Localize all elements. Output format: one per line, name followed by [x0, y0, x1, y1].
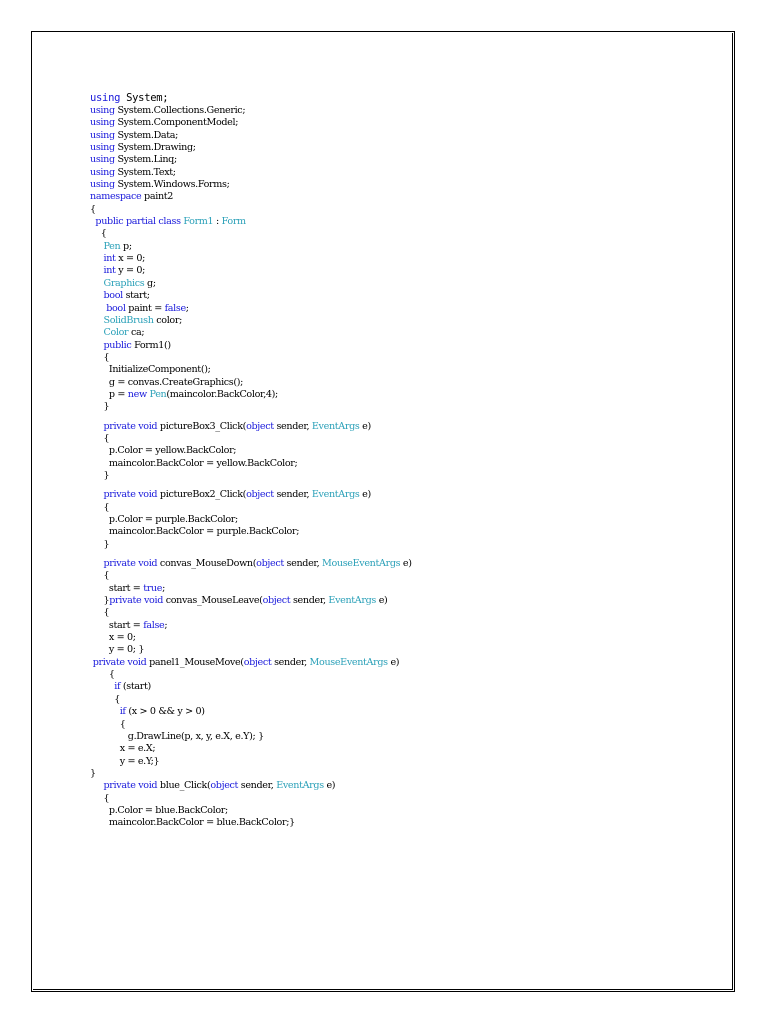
code-text: x = 0; [115, 253, 146, 265]
code-text [90, 706, 120, 717]
code-text: { [90, 718, 126, 730]
code-text: x = 0; [90, 632, 136, 644]
code-keyword: private void [103, 780, 158, 792]
code-keyword: private void [92, 656, 147, 668]
code-text: System.Text; [114, 166, 176, 178]
code-line [90, 445, 690, 457]
code-line [90, 669, 690, 681]
code-text: sender, [238, 780, 277, 792]
code-blank-line [90, 414, 690, 421]
code-text: start = [90, 619, 144, 631]
code-text: convas_MouseDown( [157, 558, 257, 570]
code-text: { [90, 693, 121, 705]
code-keyword: if [114, 681, 121, 693]
code-text: : [213, 216, 222, 228]
code-text: } [90, 767, 96, 779]
code-line [90, 489, 690, 501]
code-keyword: object [210, 780, 239, 792]
code-text: start = [90, 582, 144, 594]
code-text: InitializeComponent(); [90, 364, 211, 376]
code-text: panel1_MouseMove( [146, 656, 244, 668]
code-line [90, 793, 690, 805]
code-line [90, 364, 690, 376]
code-text: ; [162, 582, 165, 594]
code-keyword: bool [103, 290, 123, 302]
code-line [90, 817, 690, 829]
code-line [90, 154, 690, 166]
code-text: } [90, 401, 110, 413]
code-line [90, 756, 690, 768]
code-text: { [90, 607, 110, 619]
code-line [90, 241, 690, 253]
code-line [90, 583, 690, 595]
code-text: blue_Click( [157, 780, 211, 792]
code-keyword: private void [103, 558, 158, 570]
code-text: p; [120, 240, 132, 252]
code-line [90, 142, 690, 154]
code-type: MouseEventArgs [309, 656, 388, 668]
code-listing [90, 92, 690, 830]
code-text: start; [122, 290, 150, 302]
code-text: ca; [128, 327, 145, 339]
code-line [90, 558, 690, 570]
code-line [90, 657, 690, 669]
code-type: EventArgs [276, 780, 324, 792]
code-line [90, 433, 690, 445]
code-line [90, 632, 690, 644]
code-line [90, 706, 690, 718]
code-line [90, 92, 690, 105]
code-text: e) [400, 558, 412, 570]
code-type: EventArgs [311, 420, 360, 432]
code-line [90, 389, 690, 401]
code-text [90, 241, 104, 252]
code-keyword: if [119, 706, 126, 718]
code-text: System.Collections.Generic; [114, 105, 246, 116]
code-line [90, 204, 690, 216]
code-keyword: false [164, 302, 186, 314]
code-text: g.DrawLine(p, x, y, e.X, e.Y); } [90, 730, 264, 742]
code-keyword: using [90, 129, 115, 141]
code-text: x = e.X; [90, 743, 156, 755]
code-line [90, 303, 690, 315]
code-line [90, 780, 690, 792]
code-line [90, 253, 690, 265]
code-line [90, 105, 690, 117]
code-text [90, 421, 104, 432]
code-keyword: object [256, 558, 284, 570]
code-keyword: private void [103, 420, 158, 432]
code-keyword: using [90, 154, 115, 166]
code-keyword: namespace [90, 191, 142, 203]
code-line [90, 315, 690, 327]
code-keyword: using [90, 117, 115, 129]
code-line [90, 458, 690, 470]
code-text: } [90, 538, 110, 550]
code-text: color; [153, 314, 182, 326]
code-text: sender, [283, 558, 322, 570]
code-text: y = 0; [115, 265, 146, 277]
code-text: Form1() [131, 339, 171, 351]
code-line [90, 470, 690, 482]
code-text: paint2 [141, 191, 174, 203]
code-text: p = [90, 388, 128, 400]
code-text: g = convas.CreateGraphics(); [90, 376, 244, 388]
code-line [90, 327, 690, 339]
code-line [90, 731, 690, 743]
code-line [90, 607, 690, 619]
code-line [90, 377, 690, 389]
code-keyword: int [103, 265, 116, 277]
code-line [90, 265, 690, 277]
code-line [90, 681, 690, 693]
code-line [90, 216, 690, 228]
code-blank-line [90, 482, 690, 489]
code-text: System.Data; [114, 129, 179, 141]
code-keyword: using [90, 179, 115, 191]
code-text [90, 780, 104, 791]
code-text: { [90, 228, 107, 240]
code-text: (maincolor.BackColor,4); [166, 388, 278, 400]
code-text: (start) [120, 681, 151, 693]
code-text: System.Linq; [114, 154, 177, 166]
code-line [90, 228, 690, 240]
code-text: sender, [271, 656, 310, 668]
code-keyword: object [243, 656, 272, 668]
code-text [90, 558, 104, 569]
code-blank-line [90, 551, 690, 558]
code-keyword: using [90, 105, 115, 116]
code-type: Form [221, 216, 246, 228]
code-text: maincolor.BackColor = blue.BackColor;} [90, 817, 295, 829]
code-text: e) [387, 656, 400, 668]
code-keyword: false [143, 619, 165, 631]
code-type: Color [103, 327, 129, 339]
code-keyword: new [127, 388, 147, 400]
code-text [90, 315, 104, 326]
code-text: { [90, 501, 110, 513]
code-text: System.Windows.Forms; [114, 179, 230, 191]
code-line [90, 595, 690, 607]
code-line [90, 570, 690, 582]
code-type: Graphics [103, 277, 145, 289]
code-line [90, 620, 690, 632]
code-text [90, 303, 106, 314]
code-line [90, 352, 690, 364]
code-text: y = 0; } [90, 644, 145, 656]
code-text: pictureBox3_Click( [157, 420, 247, 432]
code-text [90, 489, 104, 500]
code-text: sender, [273, 420, 312, 432]
code-text: { [90, 669, 115, 681]
code-keyword: object [262, 595, 291, 607]
code-keyword: object [246, 489, 274, 501]
code-text: System; [120, 92, 169, 104]
code-text: sender, [290, 595, 329, 607]
code-line [90, 743, 690, 755]
code-line [90, 526, 690, 538]
code-line [90, 117, 690, 129]
code-line [90, 694, 690, 706]
code-line [90, 191, 690, 203]
code-line [90, 805, 690, 817]
code-text: pictureBox2_Click( [157, 489, 247, 501]
code-line [90, 514, 690, 526]
code-text: p.Color = purple.BackColor; [90, 514, 238, 525]
code-line [90, 179, 690, 191]
code-text [90, 265, 104, 276]
code-text: convas_MouseLeave( [163, 595, 263, 607]
code-text: (x > 0 && y > 0) [125, 706, 205, 718]
code-text: y = e.Y;} [90, 755, 160, 767]
code-keyword: using [90, 166, 115, 178]
code-line [90, 340, 690, 352]
code-keyword: using [90, 142, 115, 154]
code-text: { [90, 351, 110, 363]
code-type: SolidBrush [103, 314, 154, 326]
code-keyword: object [246, 420, 274, 432]
code-text [90, 340, 104, 351]
code-type: EventArgs [328, 595, 376, 607]
code-line [90, 278, 690, 290]
code-type: EventArgs [311, 489, 360, 501]
code-text [90, 253, 104, 264]
code-text: { [90, 432, 110, 444]
code-line [90, 644, 690, 656]
code-text: sender, [273, 489, 312, 501]
code-keyword: public partial class [95, 216, 181, 228]
code-keyword: int [103, 253, 116, 265]
code-line [90, 130, 690, 142]
code-keyword: public [103, 339, 132, 351]
code-type: Form1 [183, 216, 214, 228]
code-text: ; [164, 619, 168, 631]
code-line [90, 401, 690, 413]
code-text: maincolor.BackColor = purple.BackColor; [90, 526, 300, 538]
code-line [90, 768, 690, 780]
code-line [90, 290, 690, 302]
code-text: { [90, 792, 110, 804]
code-text: { [90, 203, 96, 215]
code-text: System.Drawing; [114, 142, 196, 154]
code-keyword: private void [109, 595, 163, 607]
code-text: p.Color = yellow.BackColor; [90, 445, 237, 457]
code-text: } [90, 595, 110, 607]
code-keyword: true [143, 582, 163, 594]
code-line [90, 502, 690, 514]
code-text: { [90, 570, 110, 582]
code-text: e) [323, 780, 336, 792]
code-type: Pen [149, 388, 167, 400]
code-keyword: bool [106, 302, 126, 314]
code-keyword: private void [103, 489, 158, 501]
code-text: e) [376, 595, 388, 607]
code-line [90, 421, 690, 433]
code-text: ; [185, 302, 189, 314]
code-text: } [90, 469, 110, 481]
code-text: e) [359, 420, 371, 432]
code-text: e) [359, 489, 371, 501]
code-text [90, 327, 104, 338]
code-text: g; [144, 277, 156, 289]
code-text: paint = [125, 302, 165, 314]
code-text [90, 290, 104, 301]
code-line [90, 539, 690, 551]
code-line [90, 719, 690, 731]
code-type: Pen [103, 240, 121, 252]
code-type: MouseEventArgs [322, 558, 401, 570]
code-line [90, 167, 690, 179]
code-text [90, 681, 114, 692]
code-text [90, 278, 104, 289]
code-text: maincolor.BackColor = yellow.BackColor; [90, 457, 298, 469]
code-keyword: using [90, 92, 121, 104]
code-text: p.Color = blue.BackColor; [90, 804, 228, 816]
code-text: System.ComponentModel; [114, 117, 239, 129]
